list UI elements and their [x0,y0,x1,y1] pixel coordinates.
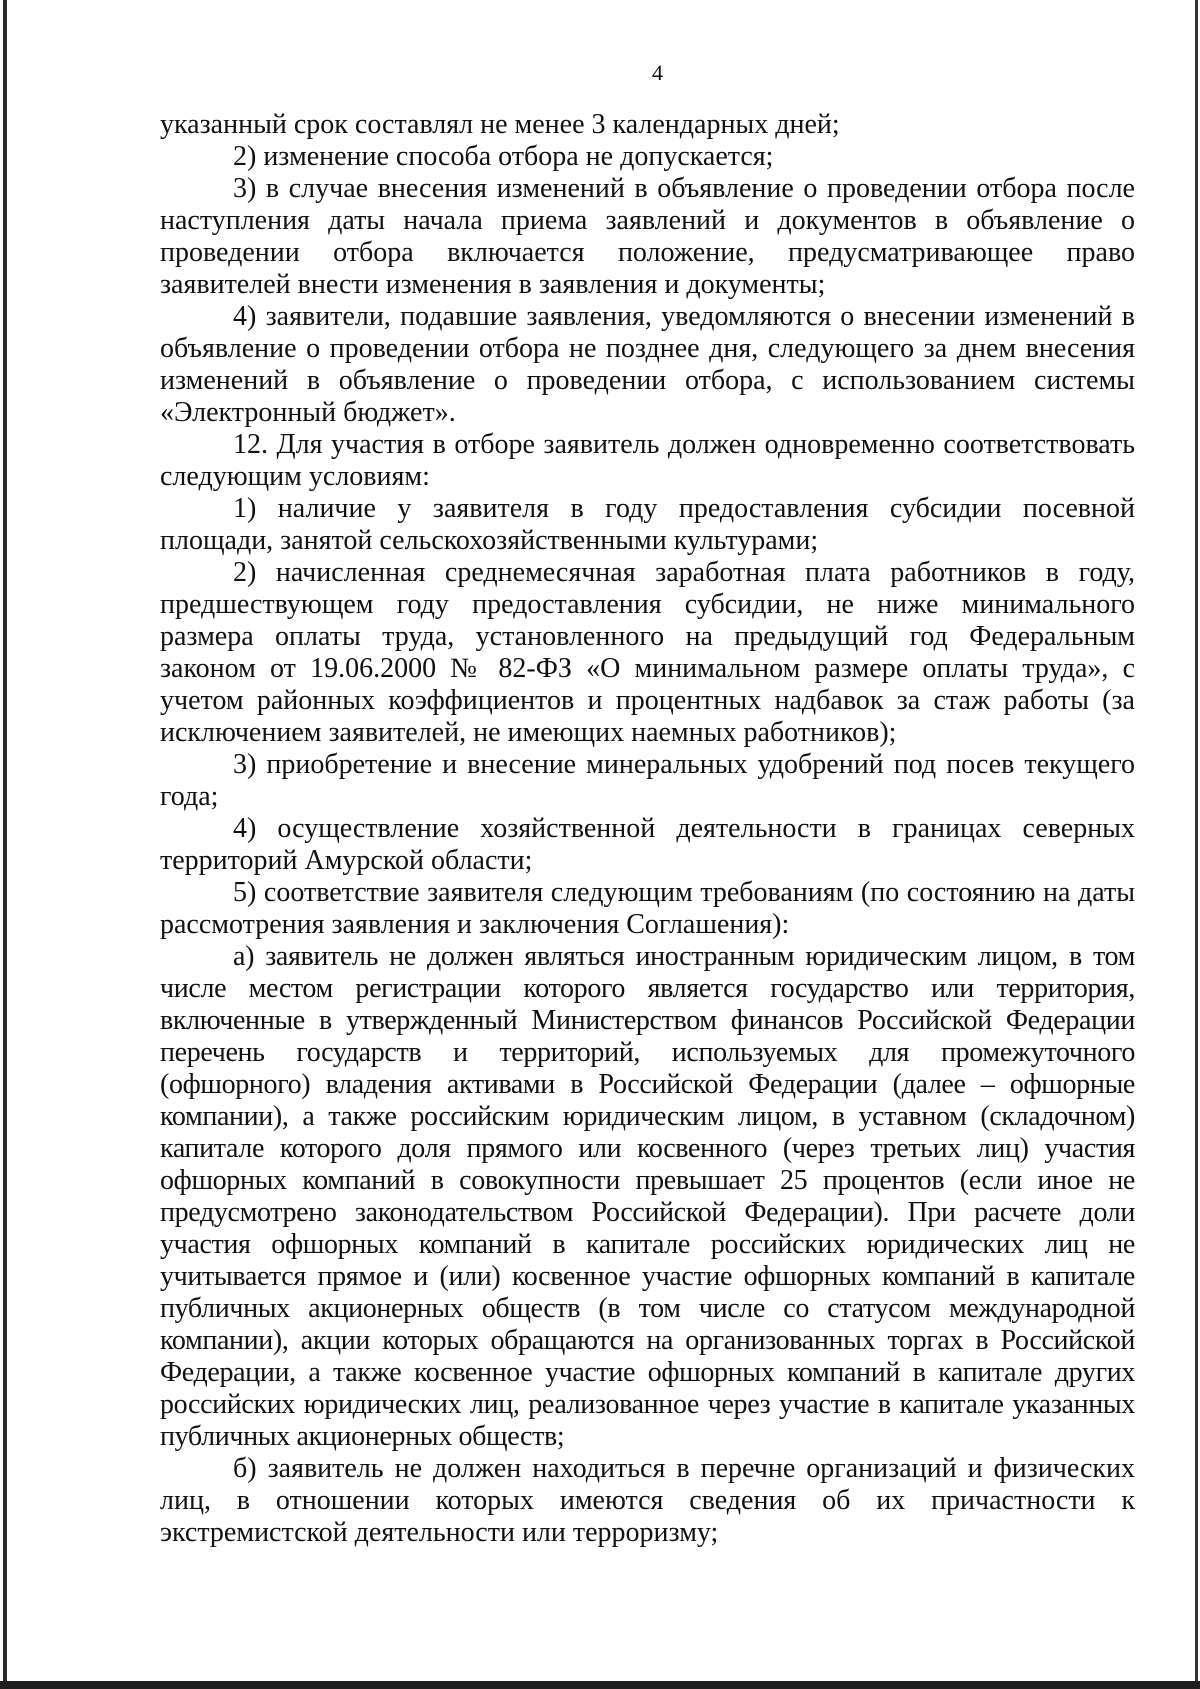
paragraph: 3) приобретение и внесение минеральных удобрений под посев текущего года; [160,749,1135,812]
paragraph: 2) изменение способа отбора не допускается; [233,141,774,172]
paragraph: б) заявитель не должен находиться в перечне организаций и физических лиц, в отношении которых имеются сведения об их причастности к экстремистской деятельности или терроризму; [160,1453,1135,1548]
paragraph: 3) в случае внесения изменений в объявление о проведении отбора после наступления даты начала приема заявлений и документов в объявление о проведении отбора включается положение, предусматривающее право заявителей внести изменения в заявления и документы; [160,173,1135,300]
scan-edge-right [1195,0,1198,1689]
scan-edge-bottom [0,1681,1200,1689]
paragraph: 2) начисленная среднемесячная заработная плата работников в году, предшествующем году предоставления субсидии, не ниже минимального размера оплаты труда, установленного на предыдущий год Федеральным законом от 19.06.2000 № 82-ФЗ «О минимальном размере оплаты труда», с учетом районных коэффициентов и процентных надбавок за стаж работы (за исключением заявителей, не имеющих наемных работников); [160,557,1135,748]
paragraph: 4) заявители, подавшие заявления, уведомляются о внесении изменений в объявление о проведении отбора не позднее дня, следующего за днем внесения изменений в объявление о проведении отбора, с использованием системы «Электронный бюджет». [160,301,1135,428]
paragraph: а) заявитель не должен являться иностранным юридическим лицом, в том числе местом регистрации которого является государство или территория, включенные в утвержденный Министерством финансов Российской Федерации перечень государств и территорий, используемых для промежуточного (офшорного) владения активами в Российской Федерации (далее – офшорные компании), а также российским юридическим лицом, в уставном (складочном) капитале которого доля прямого или косвенного (через третьих лиц) участия офшорных компаний в совокупности превышает 25 процентов (если иное не предусмотрено законодательством Российской Федерации). При расчете доли участия офшорных компаний в капитале российских юридических лиц не учитывается прямое и (или) косвенное участие офшорных компаний в капитале публичных акционерных обществ (в том числе со статусом международной компании), акции которых обращаются на организованных торгах в Российской Федерации, а также косвенное участие офшорных компаний в капитале других российских юридических лиц, реализованное через участие в капитале указанных публичных акционерных обществ; [160,941,1135,1452]
paragraph: 5) соответствие заявителя следующим требованиям (по состоянию на даты рассмотрения заявления и заключения Соглашения): [160,877,1135,940]
document-body [160,109,1135,1549]
paragraph: указанный срок составлял не менее 3 календарных дней; [160,109,840,140]
paragraph: 12. Для участия в отборе заявитель должен одновременно соответствовать следующим условиям: [160,429,1135,492]
page-number: 4 [652,60,663,85]
paragraph: 4) осуществление хозяйственной деятельности в границах северных территорий Амурской области; [160,813,1135,876]
paragraph: 1) наличие у заявителя в году предоставления субсидии посевной площади, занятой сельскохозяйственными культурами; [160,493,1135,556]
scan-edge-left [3,0,7,1689]
